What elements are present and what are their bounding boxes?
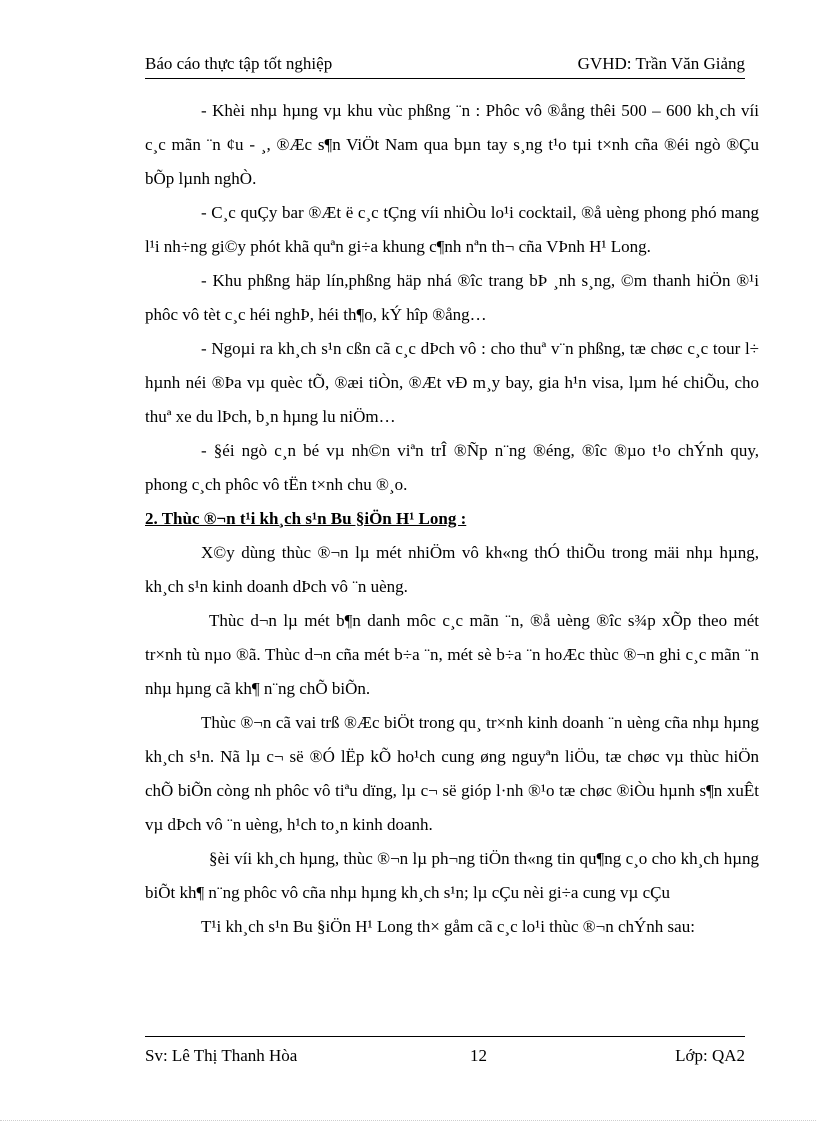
page-header <box>145 52 745 79</box>
paragraph-menu-customers: §èi víi kh¸ch hµng, thùc ®¬n lµ ph¬ng tiÖn th«ng tin qu¶ng c¸o cho kh¸ch hµng biÕt kh¶ n¨ng phôc vô cña nhµ hµng kh¸ch s¹n; lµ cÇu nèi gi÷a cung vµ cÇu <box>145 849 759 902</box>
page-footer <box>145 1046 745 1072</box>
page-number: 12 <box>470 1046 487 1065</box>
paragraph-menu-types-intro: T¹i kh¸ch s¹n Bu §iÖn H¹ Long th× gåm cã c¸c lo¹i thùc ®¬n chÝnh sau: <box>201 917 695 936</box>
paragraph-other-services: - Ngoµi ra kh¸ch s¹n cßn cã c¸c dÞch vô : cho thuª v¨n phßng, tæ chøc c¸c tour l÷ hµnh néi ®Þa vµ quèc tÕ, ®æi tiÒn, ®Æt vÐ m¸y bay, gia h¹n visa, lµm hé chiÕu, cho thuª xe du lÞch, b¸n hµng lu niÖm… <box>145 339 759 426</box>
document-body <box>145 94 759 944</box>
paragraph-menu-importance: X©y dùng thùc ®¬n lµ mét nhiÖm vô kh«ng thÓ thiÕu trong mäi nhµ hµng, kh¸ch s¹n kinh doanh dÞch vô ¨n uèng. <box>145 543 759 596</box>
paragraph-staff: - §éi ngò c¸n bé vµ nh©n viªn trÎ ®Ñp n¨ng ®éng, ®îc ®µo t¹o chÝnh quy, phong c¸ch phôc vô tËn t×nh chu ®¸o. <box>145 441 759 494</box>
header-supervisor: GVHD: Trần Văn Giảng <box>577 54 745 73</box>
section-heading: 2. Thùc ®¬n t¹i kh¸ch s¹n Bu §iÖn H¹ Long : <box>145 509 467 528</box>
paragraph-restaurant: - Khèi nhµ hµng vµ khu vùc phßng ¨n : Phôc vô ®ång thêi 500 – 600 kh¸ch víi c¸c mãn ¨n ¢u - ¸, ®Æc s¶n ViÖt Nam qua bµn tay s¸ng t¹o tµi t×nh cña ®éi ngò ®Çu bÕp lµnh nghÒ. <box>145 101 759 188</box>
page-edge-divider <box>0 1120 816 1121</box>
header-report-title: Báo cáo thực tập tốt nghiệp <box>145 54 333 73</box>
paragraph-meeting-rooms: - Khu phßng häp lín,phßng häp nhá ®îc trang bÞ ¸nh s¸ng, ©m thanh hiÖn ®¹i phôc vô tèt c¸c héi nghÞ, héi th¶o, kÝ hîp ®ång… <box>145 271 759 324</box>
paragraph-bar: - C¸c quÇy bar ®Æt ë c¸c tÇng víi nhiÒu lo¹i cocktail, ®å uèng phong phó mang l¹i nh÷ng gi©y phót khã quªn gi÷a khung c¶nh nªn th¬ cña VÞnh H¹ Long. <box>145 203 759 256</box>
footer-class: Lớp: QA2 <box>675 1046 745 1065</box>
footer-student-name: Sv: Lê Thị Thanh Hòa <box>145 1046 298 1065</box>
paragraph-menu-role: Thùc ®¬n cã vai trß ®Æc biÖt trong qu¸ tr×nh kinh doanh ¨n uèng cña nhµ hµng kh¸ch s¹n. Nã lµ c¬ së ®Ó lËp kÕ ho¹ch cung øng nguyªn liÖu, tæ chøc vµ thùc hiÖn chÕ biÕn còng nh phôc vô tiªu dïng, lµ c¬ së gióp l·nh ®¹o tæ chøc ®iÒu hµnh s¶n xuÊt vµ dÞch vô ¨n uèng, h¹ch to¸n kinh doanh. <box>145 713 759 834</box>
footer-divider <box>145 1036 745 1037</box>
paragraph-menu-definition: Thùc d¬n lµ mét b¶n danh môc c¸c mãn ¨n, ®å uèng ®îc s¾p xÕp theo mét tr×nh tù nµo ®ã. Thùc d¬n cña mét b÷a ¨n, mét sè b÷a ¨n hoÆc thùc ®¬n ghi c¸c mãn ¨n nhµ hµng cã kh¶ n¨ng chÕ biÕn. <box>145 611 759 698</box>
